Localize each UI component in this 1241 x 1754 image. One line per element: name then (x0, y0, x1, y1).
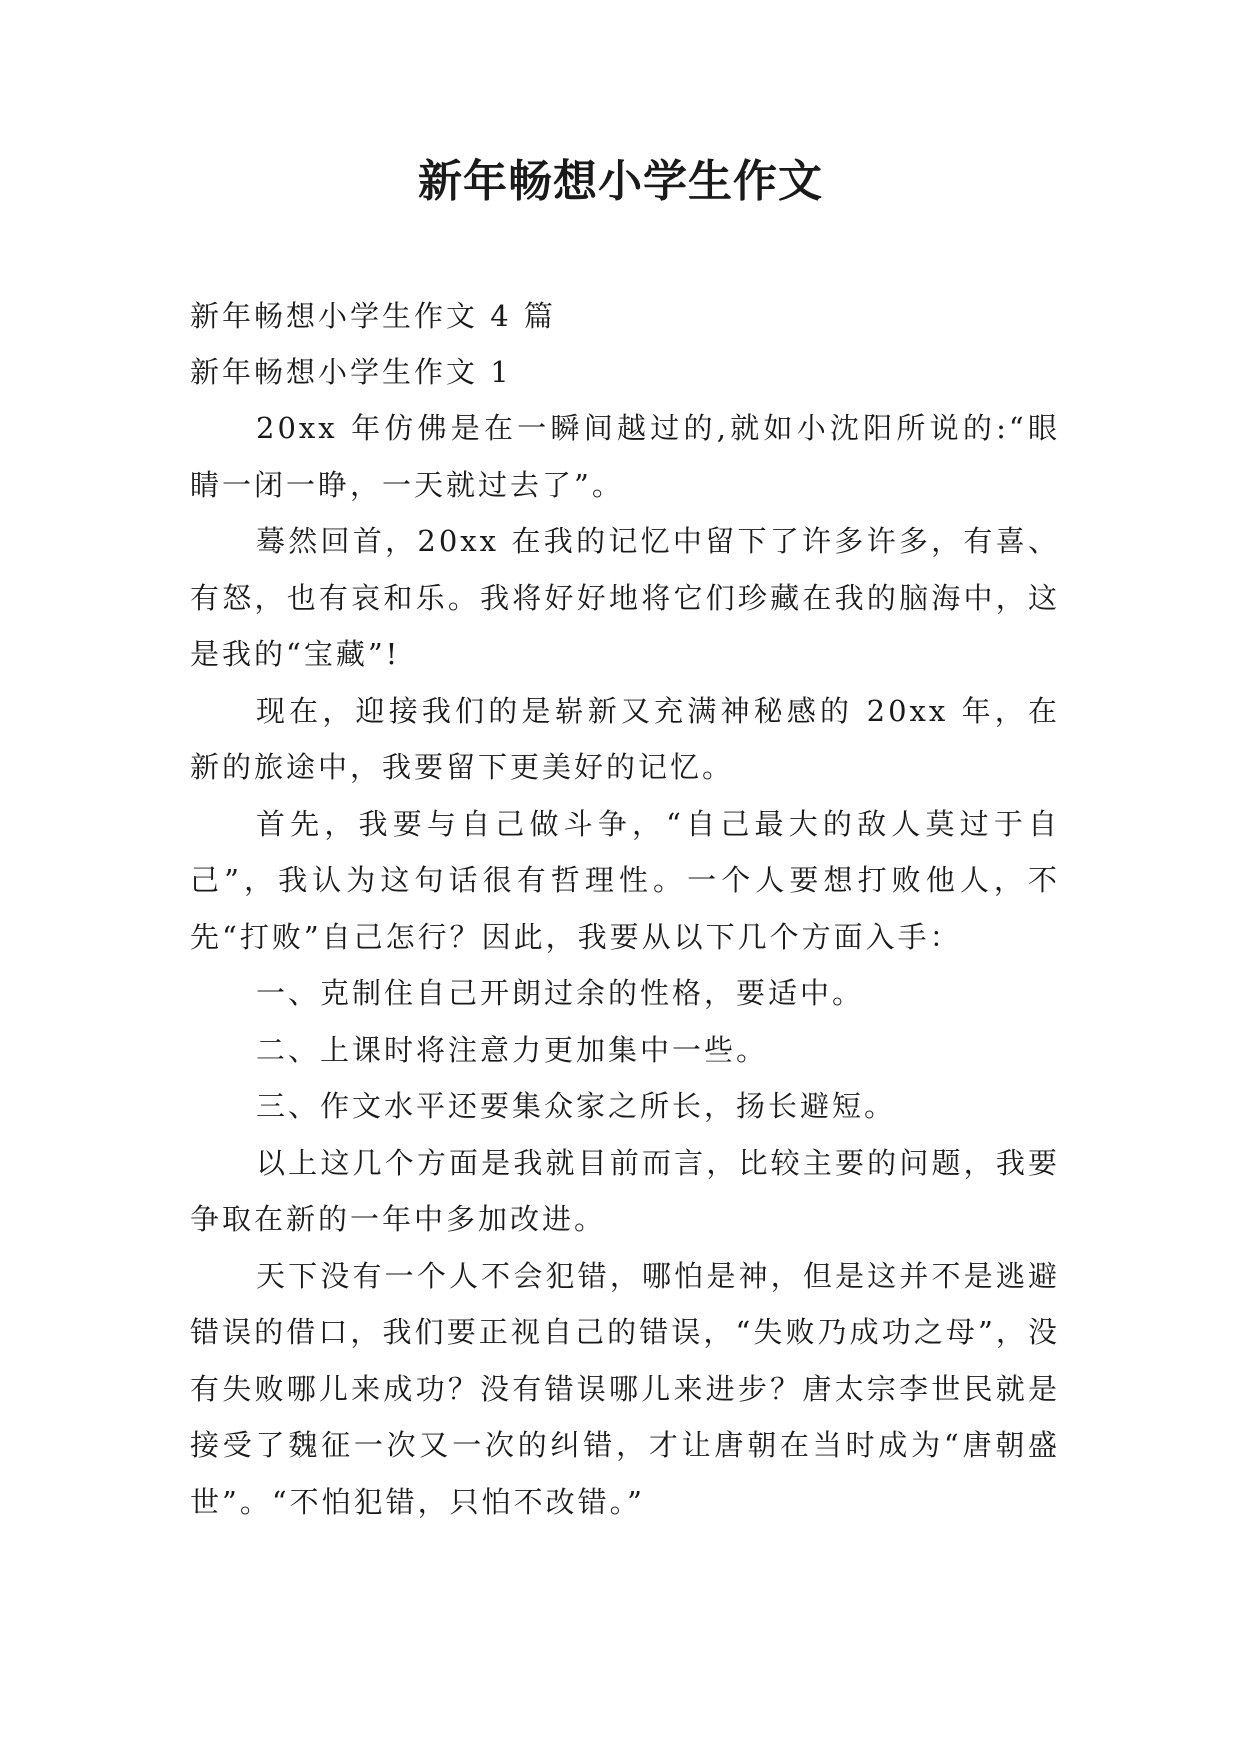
paragraph: 20xx 年仿佛是在一瞬间越过的,就如小沈阳所说的:“眼睛一闭一睁，一天就过去了”。 (190, 411, 1060, 502)
paragraph: 蓦然回首，20xx 在我的记忆中留下了许多许多，有喜、有怒，也有哀和乐。我将好好地将它们珍藏在我的脑海中，这是我的“宝藏”! (190, 524, 1060, 671)
paragraph: 首先，我要与自己做斗争，“自己最大的敌人莫过于自己”，我认为这句话很有哲理性。一个人要想打败他人，不先“打败”自己怎行？因此，我要从以下几个方面入手： (190, 806, 1060, 954)
paragraph: 现在，迎接我们的是崭新又充满神秘感的 20xx 年，在新的旅途中，我要留下更美好的记忆。 (190, 693, 1060, 784)
list-item: 一、克制住自己开朗过余的性格，要适中。 (256, 976, 865, 1010)
document-subtitle: 新年畅想小学生作文 4 篇 (190, 299, 556, 333)
paragraph: 天下没有一个人不会犯错，哪怕是神，但是这并不是逃避错误的借口，我们要正视自己的错误，“失败乃成功之母”，没有失败哪儿来成功？没有错误哪儿来进步？唐太宗李世民就是接受了魏征一次又一次的纠错，才让唐朝在当时成为“唐朝盛世”。“不怕犯错，只怕不改错。” (190, 1258, 1060, 1519)
document-body (190, 288, 1060, 1530)
list-item: 二、上课时将注意力更加集中一些。 (256, 1032, 769, 1067)
section-heading: 新年畅想小学生作文 1 (190, 355, 512, 389)
document-title: 新年畅想小学生作文 (418, 156, 823, 207)
list-item: 三、作文水平还要集众家之所长，扬长避短。 (256, 1089, 897, 1123)
paragraph: 以上这几个方面是我就目前而言，比较主要的问题，我要争取在新的一年中多加改进。 (190, 1145, 1060, 1236)
